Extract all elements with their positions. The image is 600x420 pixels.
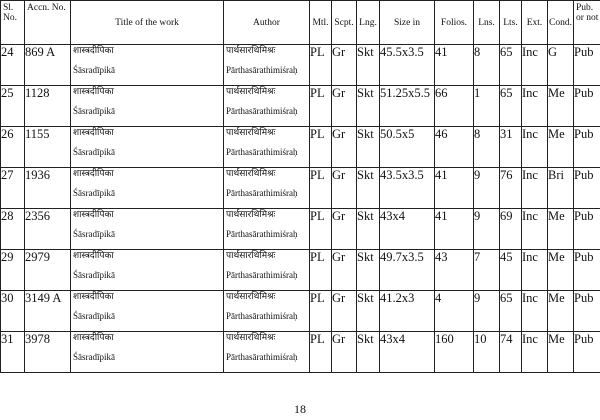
table-row bbox=[1, 168, 600, 209]
cell-extent: Inc bbox=[522, 127, 548, 168]
cell-title bbox=[71, 168, 224, 209]
cell-lines: 9 bbox=[474, 291, 500, 332]
cell-script: Gr bbox=[332, 291, 357, 332]
cell-extent: Inc bbox=[522, 45, 548, 86]
cell-size: 51.25x5.5 bbox=[380, 86, 435, 127]
cell-author bbox=[224, 127, 310, 168]
author-devanagari: पार्थसारथिमिश्रः bbox=[226, 292, 276, 302]
title-devanagari: शास्त्रदीपिका bbox=[73, 292, 114, 302]
title-devanagari: शास्त्रदीपिका bbox=[73, 210, 114, 220]
cell-author bbox=[224, 291, 310, 332]
cell-author bbox=[224, 45, 310, 86]
cell-title bbox=[71, 209, 224, 250]
cell-extent: Inc bbox=[522, 209, 548, 250]
cell-extent: Inc bbox=[522, 86, 548, 127]
title-transliteration: Śāsradīpikā bbox=[73, 147, 115, 157]
cell-lines: 10 bbox=[474, 332, 500, 373]
cell-condition: G bbox=[548, 45, 574, 86]
author-transliteration: Pārthasārathimiśraḥ bbox=[226, 352, 298, 362]
header-extent: Ext. bbox=[522, 1, 548, 45]
cell-accn-no: 1155 bbox=[25, 127, 71, 168]
cell-extent: Inc bbox=[522, 168, 548, 209]
cell-letters: 65 bbox=[500, 45, 522, 86]
header-language: Lng. bbox=[357, 1, 380, 45]
cell-folios: 46 bbox=[435, 127, 474, 168]
author-devanagari: पार्थसारथिमिश्रः bbox=[226, 210, 276, 220]
title-devanagari: शास्त्रदीपिका bbox=[73, 251, 114, 261]
cell-accn-no: 3149 A bbox=[25, 291, 71, 332]
cell-lines: 1 bbox=[474, 86, 500, 127]
title-transliteration: Śāsradīpikā bbox=[73, 65, 115, 75]
cell-sl-no: 28 bbox=[1, 209, 25, 250]
title-transliteration: Śāsradīpikā bbox=[73, 270, 115, 280]
cell-published: Pub bbox=[574, 168, 600, 209]
header-sl-no: Sl. No. bbox=[1, 1, 25, 45]
table-row bbox=[1, 209, 600, 250]
cell-accn-no: 2979 bbox=[25, 250, 71, 291]
author-devanagari: पार्थसारथिमिश्रः bbox=[226, 251, 276, 261]
cell-lines: 8 bbox=[474, 127, 500, 168]
author-transliteration: Pārthasārathimiśraḥ bbox=[226, 270, 298, 280]
cell-title bbox=[71, 86, 224, 127]
header-title: Title of the work bbox=[71, 1, 224, 45]
header-letters: Lts. bbox=[500, 1, 522, 45]
cell-condition: Me bbox=[548, 209, 574, 250]
author-devanagari: पार्थसारथिमिश्रः bbox=[226, 46, 276, 56]
cell-published: Pub bbox=[574, 291, 600, 332]
cell-material: PL bbox=[310, 127, 332, 168]
cell-letters: 69 bbox=[500, 209, 522, 250]
cell-author bbox=[224, 168, 310, 209]
cell-size: 43x4 bbox=[380, 332, 435, 373]
title-devanagari: शास्त्रदीपिका bbox=[73, 128, 114, 138]
cell-language: Skt bbox=[357, 291, 380, 332]
cell-letters: 76 bbox=[500, 168, 522, 209]
page-number: 18 bbox=[294, 402, 306, 416]
cell-size: 43.5x3.5 bbox=[380, 168, 435, 209]
cell-material: PL bbox=[310, 291, 332, 332]
cell-folios: 4 bbox=[435, 291, 474, 332]
cell-size: 41.2x3 bbox=[380, 291, 435, 332]
author-transliteration: Pārthasārathimiśraḥ bbox=[226, 65, 298, 75]
header-script: Scpt. bbox=[332, 1, 357, 45]
cell-letters: 65 bbox=[500, 86, 522, 127]
cell-lines: 9 bbox=[474, 168, 500, 209]
cell-language: Skt bbox=[357, 209, 380, 250]
cell-title bbox=[71, 332, 224, 373]
title-devanagari: शास्त्रदीपिका bbox=[73, 333, 114, 343]
cell-language: Skt bbox=[357, 86, 380, 127]
title-transliteration: Śāsradīpikā bbox=[73, 106, 115, 116]
cell-condition: Bri bbox=[548, 168, 574, 209]
cell-sl-no: 25 bbox=[1, 86, 25, 127]
author-transliteration: Pārthasārathimiśraḥ bbox=[226, 229, 298, 239]
header-published: Pub. or not bbox=[574, 1, 600, 45]
author-transliteration: Pārthasārathimiśraḥ bbox=[226, 188, 298, 198]
cell-size: 43x4 bbox=[380, 209, 435, 250]
author-devanagari: पार्थसारथिमिश्रः bbox=[226, 128, 276, 138]
cell-accn-no: 869 A bbox=[25, 45, 71, 86]
cell-title bbox=[71, 45, 224, 86]
table-row bbox=[1, 86, 600, 127]
cell-folios: 41 bbox=[435, 209, 474, 250]
cell-title bbox=[71, 291, 224, 332]
table-row bbox=[1, 291, 600, 332]
cell-size: 50.5x5 bbox=[380, 127, 435, 168]
cell-title bbox=[71, 250, 224, 291]
header-row bbox=[1, 1, 600, 45]
cell-lines: 9 bbox=[474, 209, 500, 250]
header-material: Mtl. bbox=[310, 1, 332, 45]
title-transliteration: Śāsradīpikā bbox=[73, 229, 115, 239]
cell-language: Skt bbox=[357, 127, 380, 168]
cell-sl-no: 27 bbox=[1, 168, 25, 209]
author-devanagari: पार्थसारथिमिश्रः bbox=[226, 333, 276, 343]
cell-material: PL bbox=[310, 45, 332, 86]
author-transliteration: Pārthasārathimiśraḥ bbox=[226, 147, 298, 157]
cell-lines: 8 bbox=[474, 45, 500, 86]
cell-published: Pub bbox=[574, 250, 600, 291]
cell-accn-no: 1128 bbox=[25, 86, 71, 127]
table-row bbox=[1, 45, 600, 86]
cell-condition: Me bbox=[548, 332, 574, 373]
header-accn-no: Accn. No. bbox=[25, 1, 71, 45]
cell-letters: 45 bbox=[500, 250, 522, 291]
cell-published: Pub bbox=[574, 45, 600, 86]
cell-condition: Me bbox=[548, 291, 574, 332]
header-folios: Folios. bbox=[435, 1, 474, 45]
cell-lines: 7 bbox=[474, 250, 500, 291]
cell-script: Gr bbox=[332, 250, 357, 291]
cell-folios: 41 bbox=[435, 45, 474, 86]
cell-size: 45.5x3.5 bbox=[380, 45, 435, 86]
cell-language: Skt bbox=[357, 332, 380, 373]
cell-sl-no: 26 bbox=[1, 127, 25, 168]
title-devanagari: शास्त्रदीपिका bbox=[73, 46, 114, 56]
table-row bbox=[1, 250, 600, 291]
cell-extent: Inc bbox=[522, 250, 548, 291]
table-row bbox=[1, 127, 600, 168]
cell-language: Skt bbox=[357, 168, 380, 209]
author-devanagari: पार्थसारथिमिश्रः bbox=[226, 169, 276, 179]
cell-sl-no: 24 bbox=[1, 45, 25, 86]
cell-author bbox=[224, 209, 310, 250]
cell-size: 49.7x3.5 bbox=[380, 250, 435, 291]
cell-condition: Me bbox=[548, 250, 574, 291]
cell-published: Pub bbox=[574, 127, 600, 168]
cell-language: Skt bbox=[357, 250, 380, 291]
cell-material: PL bbox=[310, 86, 332, 127]
cell-material: PL bbox=[310, 209, 332, 250]
cell-published: Pub bbox=[574, 332, 600, 373]
cell-extent: Inc bbox=[522, 291, 548, 332]
cell-material: PL bbox=[310, 250, 332, 291]
catalog-body bbox=[1, 45, 600, 373]
cell-script: Gr bbox=[332, 168, 357, 209]
title-devanagari: शास्त्रदीपिका bbox=[73, 169, 114, 179]
cell-published: Pub bbox=[574, 209, 600, 250]
cell-letters: 65 bbox=[500, 291, 522, 332]
title-transliteration: Śāsradīpikā bbox=[73, 352, 115, 362]
table-row bbox=[1, 332, 600, 373]
cell-sl-no: 29 bbox=[1, 250, 25, 291]
cell-accn-no: 2356 bbox=[25, 209, 71, 250]
author-transliteration: Pārthasārathimiśraḥ bbox=[226, 311, 298, 321]
author-devanagari: पार्थसारथिमिश्रः bbox=[226, 87, 276, 97]
header-author: Author bbox=[224, 1, 310, 45]
cell-accn-no: 3978 bbox=[25, 332, 71, 373]
header-size: Size in bbox=[380, 1, 435, 45]
cell-accn-no: 1936 bbox=[25, 168, 71, 209]
cell-published: Pub bbox=[574, 86, 600, 127]
cell-material: PL bbox=[310, 168, 332, 209]
cell-author bbox=[224, 250, 310, 291]
cell-script: Gr bbox=[332, 127, 357, 168]
cell-sl-no: 30 bbox=[1, 291, 25, 332]
header-condition: Cond. bbox=[548, 1, 574, 45]
cell-script: Gr bbox=[332, 45, 357, 86]
cell-folios: 160 bbox=[435, 332, 474, 373]
cell-condition: Me bbox=[548, 127, 574, 168]
cell-extent: Inc bbox=[522, 332, 548, 373]
cell-author bbox=[224, 86, 310, 127]
cell-sl-no: 31 bbox=[1, 332, 25, 373]
header-lines: Lns. bbox=[474, 1, 500, 45]
cell-folios: 41 bbox=[435, 168, 474, 209]
title-transliteration: Śāsradīpikā bbox=[73, 188, 115, 198]
cell-author bbox=[224, 332, 310, 373]
cell-title bbox=[71, 127, 224, 168]
cell-letters: 31 bbox=[500, 127, 522, 168]
cell-folios: 66 bbox=[435, 86, 474, 127]
cell-script: Gr bbox=[332, 209, 357, 250]
title-devanagari: शास्त्रदीपिका bbox=[73, 87, 114, 97]
cell-material: PL bbox=[310, 332, 332, 373]
cell-folios: 43 bbox=[435, 250, 474, 291]
title-transliteration: Śāsradīpikā bbox=[73, 311, 115, 321]
author-transliteration: Pārthasārathimiśraḥ bbox=[226, 106, 298, 116]
cell-letters: 74 bbox=[500, 332, 522, 373]
cell-language: Skt bbox=[357, 45, 380, 86]
cell-script: Gr bbox=[332, 86, 357, 127]
cell-condition: Me bbox=[548, 86, 574, 127]
cell-script: Gr bbox=[332, 332, 357, 373]
